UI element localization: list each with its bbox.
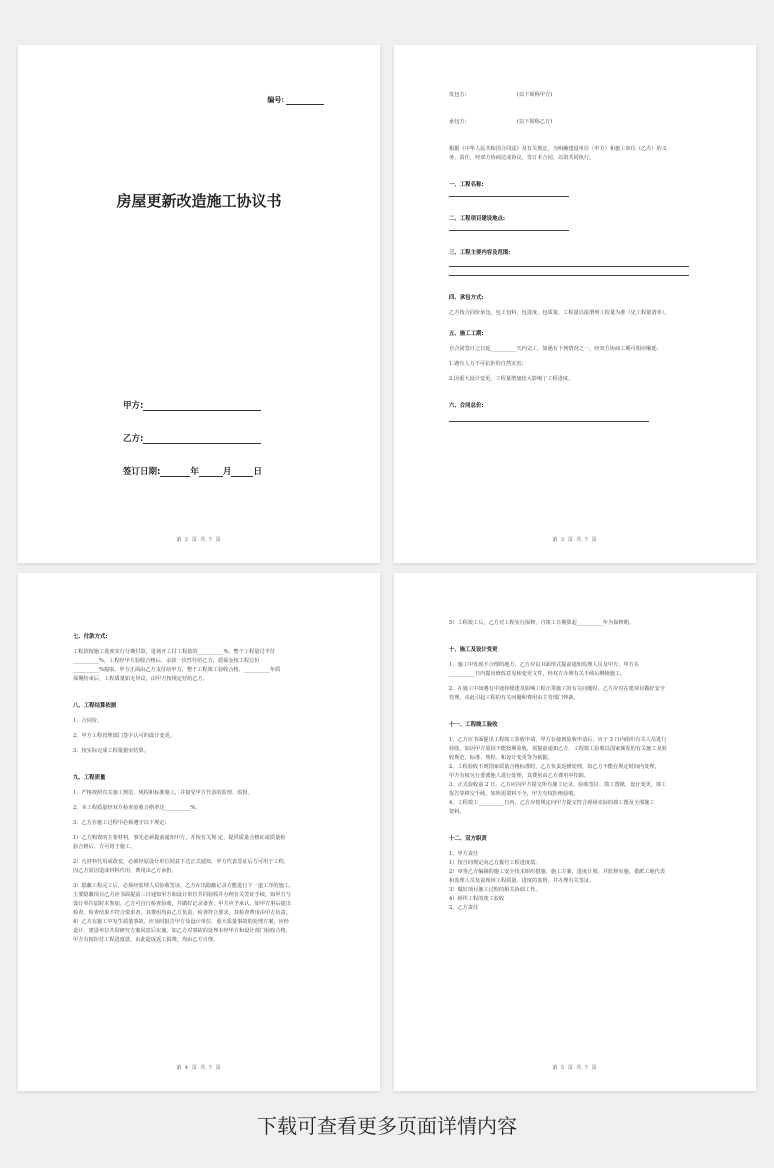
section-text: __________日内提出修改意见和变更文件，经双方办理有关手续后继续施工。: [449, 671, 626, 677]
section-text: 3、按实际完成工程量据实结算。: [73, 748, 149, 754]
section-text: 3）做好项目施工过程的相关协调工作。: [449, 887, 541, 893]
section-text: 检查，检查结果不符合要求者，其费用均由乙方负责，检查符合要求，其检查费用由甲方负责。: [73, 910, 291, 916]
section-text: 1.遇有人力不可抗拒的自然灾害;: [449, 361, 524, 367]
section-text: __________%，工程经甲方验收合格后，余款一次性付给乙方，质保金按工程总价: [73, 658, 260, 664]
section-text: 2.因重大设计变更，工程量增加较大影响了工程进度。: [449, 376, 574, 382]
contractee-line: [449, 118, 708, 127]
sign-date-month-line: [199, 469, 223, 477]
sign-date-day: 日: [253, 467, 262, 477]
contractor-line: [449, 91, 708, 100]
section-text: 1、合同价。: [73, 718, 103, 724]
section-text: 乙方按合同价承包，包工包料、包进度、包质量，工程量以报册列工程量为准（见工程量清单）。: [449, 310, 670, 316]
section-text: 自合同签订之日起__________天内完工，如遇有下列情况之一，经双方协商工期可相应顺延:: [449, 346, 659, 352]
section-text: __________%提取，甲方正面由乙方支付给甲方，整个工程竣工验收合格，__________年质: [73, 667, 281, 673]
intro-text: 根据《中华人民共和国合同法》及有关规定，为明确建设单位（甲方）和施工单位（乙方）的义: [449, 146, 667, 152]
section-text: 4）组织工程的竣工验收: [449, 896, 505, 902]
contractee-label: 承包方:: [449, 119, 467, 125]
section-heading: 九、工程质量: [73, 775, 106, 781]
section-heading: 十、施工及设计变更: [449, 647, 498, 653]
contractor-label: 发包方:: [449, 92, 467, 98]
sign-date-day-line: [231, 469, 253, 477]
sign-date-month: 月: [222, 467, 232, 477]
document-page-4: [394, 573, 756, 1091]
section-text: 2、工程验收不到国家质量合格标准时，乙方负责返修处理，如乙方不能在规定时间内处理，: [449, 764, 660, 770]
intro-text: 务、责任，经双方协商达成协议，签订本合同，以资共同执行。: [449, 155, 595, 161]
contractor-alias: (以下简称甲方): [517, 92, 553, 98]
section-text: 2、本工程质量经双方检查验收合格率达__________%。: [73, 805, 201, 811]
section-text: 2）凡材料代用或改变，必须经原设计单位同意下达正式通知，甲方代表签证后方可用于工程，: [73, 859, 289, 865]
section-heading: 十一、工程竣工验收: [449, 722, 498, 728]
section-text: 资料。: [449, 809, 465, 815]
party-b-field: [123, 432, 261, 444]
section-text: 4、工程竣工__________日内，乙方应按规定向甲方提交符合现场实际的竣工图及全部施工: [449, 800, 655, 806]
sign-date-field: [123, 465, 262, 477]
section-text: 1）按合同规定向乙方拨付工程进度款。: [449, 860, 541, 866]
sign-date-year: 年: [190, 467, 199, 477]
section-text: 收规范、标准、规程、和设计变更等为依据。: [449, 755, 553, 761]
section-text: 验合格后，方可用于施工。: [73, 844, 136, 850]
party-a-label: 甲方:: [123, 401, 144, 411]
section-text: 2）审查乙方编制的施工安全技术组织措施、施工方案、进度计划，并监督实施，委派工地代表: [449, 869, 665, 875]
sign-date-year-line: [160, 469, 190, 477]
section-text: 主要隐蔽项目乙方应书面提前三日通知甲方和设计单位共同验收并办理有关签证手续，如甲方与: [73, 892, 291, 898]
document-page-3: [18, 573, 380, 1091]
section-text: 1）乙方购置的主要材料，事先必须提前通知甲方，并按有关规 定，提供质量合格证或质量检: [73, 835, 286, 841]
section-text: 因乙方原因造成材料代用，费用由乙方承担。: [73, 868, 177, 874]
download-caption: 下载可查看更多页面详情内容: [257, 1114, 517, 1138]
section-text: 报告等移交手续，如所需资料不全，甲方有权拒绝验收。: [449, 791, 579, 797]
party-a-line: [143, 403, 261, 411]
section-text: 甲方有权另行委派他人进行处理，其费用由乙方费用中扣除。: [449, 773, 590, 779]
document-title: 房屋更新改造施工协议书: [116, 192, 282, 210]
contract-number-line: [286, 98, 324, 105]
section-text: 设计单位届时未参加，乙方可自行检查验收，并做好记录备查；甲方应予承认，如甲方事后提出: [73, 901, 291, 907]
section-heading: 七、付款方式:: [73, 634, 108, 640]
party-b-line: [143, 436, 261, 444]
contractee-alias: (以下简称乙方): [517, 119, 553, 125]
section-heading: 八、工程结算依据: [73, 703, 117, 709]
section-heading: 一、工程名称:: [449, 182, 484, 188]
section-text: 验收，如因甲方原因不能按期验收，需提前通知乙方，工程竣工验收以国家颁发的有关施工及验: [449, 746, 667, 752]
fill-line: [449, 421, 649, 422]
section-heading: 六、合同总价:: [449, 403, 484, 409]
document-page-2: [394, 45, 756, 563]
party-b-label: 乙方:: [123, 434, 144, 444]
section-text: 1、施工中发现不合理的地方，乙方应以书面形式提前通知监理人员及甲方，甲方在: [449, 662, 640, 668]
section-text: 设计、建设单位共同研究方案同意后实施，如乙方对事故的处理未经甲方和设计部门验收合格，: [73, 928, 291, 934]
section-text: 1、甲方责任: [449, 851, 479, 857]
fill-line: [449, 266, 689, 267]
section-text: 甲方有权拒付工程进度款，由此造成返工损费，均由乙方自理。: [73, 937, 219, 943]
contract-number: [267, 95, 324, 105]
page-footer: 第 5 页 共 7 页: [552, 1065, 598, 1071]
section-text: 5）工程竣工后，乙方对工程实行保修，自竣工日期算起__________年为保修期。: [449, 620, 634, 626]
section-heading: 十二、双方职责: [449, 836, 487, 842]
section-text: 3）隐蔽工程完工后，必须经监理人员验收签证，乙方在出隐蔽记录方能进行下一道工序的施工，: [73, 883, 295, 889]
contract-number-label: 编号:: [267, 95, 284, 104]
document-page-cover: [18, 45, 380, 563]
section-text: 保期结束后，工程质量如无异议，由甲方按规定付给乙方。: [73, 676, 208, 682]
section-heading: 四、承包方式:: [449, 295, 484, 301]
section-heading: 五、施工工期:: [449, 331, 484, 337]
page-content: [449, 619, 708, 913]
section-text: 1、乙方应书面提出工程竣工验收申请，甲方在接到验收申请后，应于 3 日内组织有关人员进行: [449, 737, 667, 743]
section-text: 2、乙方责任: [449, 905, 479, 911]
section-text: 管理，由此引起工程的有关问题和费用由主管部门仲裁。: [449, 695, 579, 701]
section-heading: 三、工程主要内容及范围:: [449, 250, 511, 256]
page-footer: 第 2 页 共 7 页: [176, 537, 222, 543]
page-footer: 第 4 页 共 7 页: [176, 1065, 222, 1071]
section-text: 和监理人员负责现场工程质量、进度的监督，并办理有关签证。: [449, 878, 595, 884]
page-footer: 第 3 页 共 7 页: [552, 537, 598, 543]
section-text: 3、正式验收前 2 日，乙方应向甲方提交所有施工记录，验收签证、竣工图纸、设计变更、竣工: [449, 782, 667, 788]
section-text: 2、甲方工程管理部门签字认可的设计变更。: [73, 733, 175, 739]
section-text: 3、乙方在施工过程中必须遵守以下规定:: [73, 820, 167, 826]
section-text: 2、在施工中如遇有中途停缓建及影响工程正常施工的有关问题时，乙方应对在建项目做好安全: [449, 686, 665, 692]
page-content: [449, 91, 708, 422]
party-a-field: [123, 399, 261, 411]
section-heading: 二、工程项目建设地点:: [449, 216, 506, 222]
page-content: [73, 633, 332, 945]
section-text: 1、严格按照有关施工规范、规程和标准施工，并接受甲方代表的监理、监督。: [73, 790, 253, 796]
section-text: 工程款按施工进度实行分期付款，进场开工付工程款的__________%，整个工程量过半付: [73, 649, 276, 655]
section-text: 4）乙方在施工中发生质量事故，应及时报告甲方及设计单位，重大质量事故的处理方案，应经: [73, 919, 289, 925]
sign-date-label: 签订日期:: [123, 467, 161, 477]
